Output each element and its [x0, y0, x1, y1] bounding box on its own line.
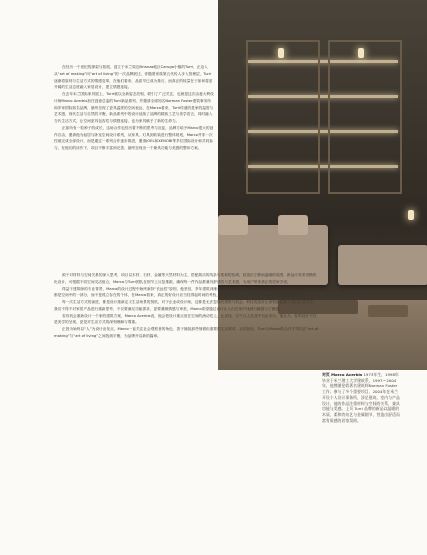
paragraph-5: 得益于建筑师的专业背景，Marco的设计过程中始终秉持“长远性”原则，他坚信，多年建筑训练带来的最大影响是他总在关注人与空间之间的关系，每件家具都是空间中的一部分，而不是孤立存在的个体，在Marco看来，真正的好设计应当经得起时间的考验，不受潮流左右，这也是他与Turri理念相契合的地方。 [54, 286, 317, 298]
caption-body: 1973年生，1998年毕业于米兰理工大学建筑系，1997～2004年，他曾随伦敦著名建筑师Norman Foster工作，参与了多个重要项目，2004年在米兰开设个人设计事务所，涉足建筑、室内与产品设计，他的作品注重材料与空间的关系，兼具功能与美感。上页 Turri 品牌的新品以温暖的木质、柔和的布艺与金属细节，营造出舒适而富有质感的居家氛围。 [322, 372, 400, 423]
photo-caption [322, 372, 400, 423]
paragraph-7: 若有机会重新设计一个家的建筑方案，Marco Acerbis说，他会把设计重点放在空间的流动性上，让光线、空气与人在其中自由穿行，他认为，好的设计不仅是美学的呈现，更是对生活方式的深刻理解与尊重。 [54, 313, 317, 325]
paragraph-8: 正因为始终以“人”为设计出发点，Marco一直关注社会观察者的角色，善于捕捉那些细微但重要的生活需求，正因如此，Turri与Marco的合作才得以在“art of making”与“art of living”之间找到平衡，为品牌开启新的篇章。 [54, 327, 319, 338]
article-column-bottom [54, 272, 320, 340]
paragraph-6: 每一次生活方式的演进，都是设计重新定义生活场景的契机，对于企业或设计师，这都是无法忽视的观察与机会，科技的进步正深刻改变着人们的生活方式，我们不得不对家居产品进行重新思考，不仅要满足功能需求，更要兼顾情感与审美，Marco希望通过设计让人们在家中找到归属感与宁静感。 [54, 300, 317, 311]
paragraph-1: 在经历一个世纪的探索与拓展，创立于米兰周边Brianza地区Carugo小镇的Turri，正迈入从“art of making”向“art of living”的一次品牌跃迁，伴随着家族第五代传人步入管理层，Turri逐渐将原则与生活方式的情感变革，在他们看来，品质早已成为基石，而真正的较量在于如何将更开阔的生活态度融入家居设计，建立情感连接。 [54, 65, 213, 90]
caption-name: 对页 Marco Acerbis [322, 372, 363, 377]
paragraph-4: 源于对材料与空间关系的深入思考，项目以木材、石材、金属等天然材料为主，搭配简洁的线条与柔和的色调，营造出宁静而温暖的氛围，新品沙发采用模块化设计，可根据不同空间灵活组合，Marco与Turri团队在细节上反复推敲，确保每一件作品都兼具舒适性与艺术感，为用户带来真正的居家享受。 [54, 273, 317, 284]
paragraph-3: 正如所有一粒种子的成长，这场合作也经历着不断的思考与沉淀，品牌方给予Marco很大的创作自由，邀请他为起居与卧室空间设计系列，从家具、灯具到软装进行整体规划，Marco并非一次性地完成全部设计，而是通过一系列合作逐步推进，邀请JOEL和XENOBI等多位国际设计师共同参与，在他们的协作下，项目不断丰富和完善，最终呈现出一个兼具功能与美感的整体方案。 [54, 125, 214, 150]
article-column-top [54, 64, 214, 152]
paragraph-2: 在去年米兰国际家具展上，Turri就以全新姿态亮相，联引了广泛关注，也就是这次由意大利设计师Marco Acerbis担任创意总监的Turri新品系列，并邀请全球知名Norman Foster建筑事务所和多家国际知名品牌，最终呈现了更具温度的空间表达，在Marco看来，Turri传递的是家的温度与艺术感，现代生活与自然的平衡，新品系列中的设计延续了品牌的精致工艺与美学语言，同时融入当代生活方式，让空间更具包容性与情感连接，也为家具赋予了新的生命力。 [54, 92, 214, 123]
